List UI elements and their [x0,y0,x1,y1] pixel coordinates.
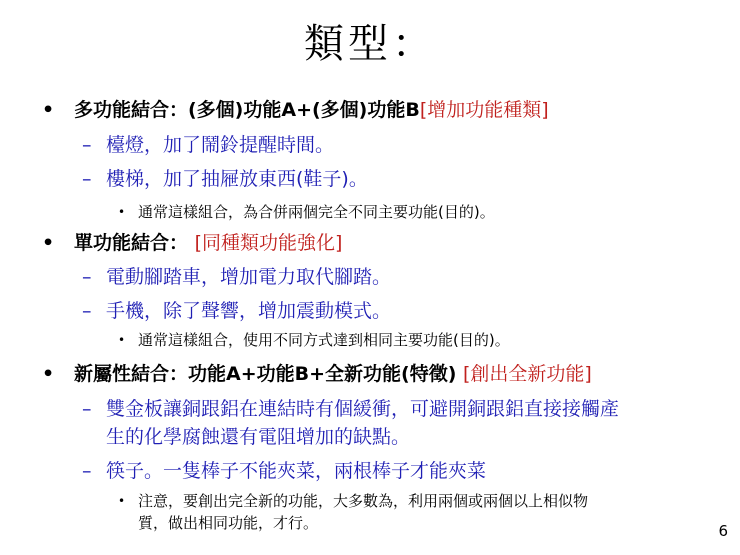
bullet-text: 多功能結合：(多個)功能A+(多個)功能B [74,99,420,121]
dash-marker: – [82,460,92,482]
sub-item-text: 電動腳踏車，增加電力取代腳踏。 [106,266,392,288]
bullet-marker: • [42,363,55,385]
sub-item-text: 筷子。一隻棒子不能夾菜，兩根棒子才能夾菜 [106,460,487,482]
dash-marker: – [82,300,92,322]
bullet-marker: • [118,333,126,347]
dash-marker: – [82,398,92,420]
sub-item-text: 雙金板讓銅跟鋁在連結時有個緩衝，可避開銅跟鋁直接接觸產 [106,398,620,420]
sub-item-text-continued: 生的化學腐蝕還有電阻增加的缺點。 [106,426,411,448]
dash-marker: – [82,168,92,190]
category-tag: [增加功能種類] [419,99,549,121]
note-text: 注意，要創出完全新的功能，大多數為，利用兩個或兩個以上相似物 [138,492,589,510]
bullet-text: 單功能結合： [74,232,195,254]
slide-title: 類型： [304,21,436,67]
bullet-text: 新屬性結合：功能A+功能B+全新功能(特徵) [74,363,464,385]
bullet-marker: • [118,494,126,508]
sub-item-text: 樓梯，加了抽屜放東西(鞋子)。 [106,168,368,190]
sub-item-text: 手機，除了聲響，增加震動模式。 [106,300,392,322]
bullet-marker: • [42,232,55,254]
category-tag: [同種類功能強化] [194,232,343,254]
bullet-marker: • [42,99,55,121]
dash-marker: – [82,134,92,156]
category-tag: [創出全新功能] [463,363,592,385]
note-text: 通常這樣組合，使用不同方式達到相同主要功能(目的)。 [138,331,510,349]
note-text: 通常這樣組合，為合併兩個完全不同主要功能(目的)。 [138,203,495,221]
note-text-continued: 質，做出相同功能，才行。 [138,514,319,532]
bullet-marker: • [118,205,126,219]
page-number: 6 [718,522,728,540]
dash-marker: – [82,266,92,288]
sub-item-text: 檯燈，加了鬧鈴提醒時間。 [106,134,335,156]
